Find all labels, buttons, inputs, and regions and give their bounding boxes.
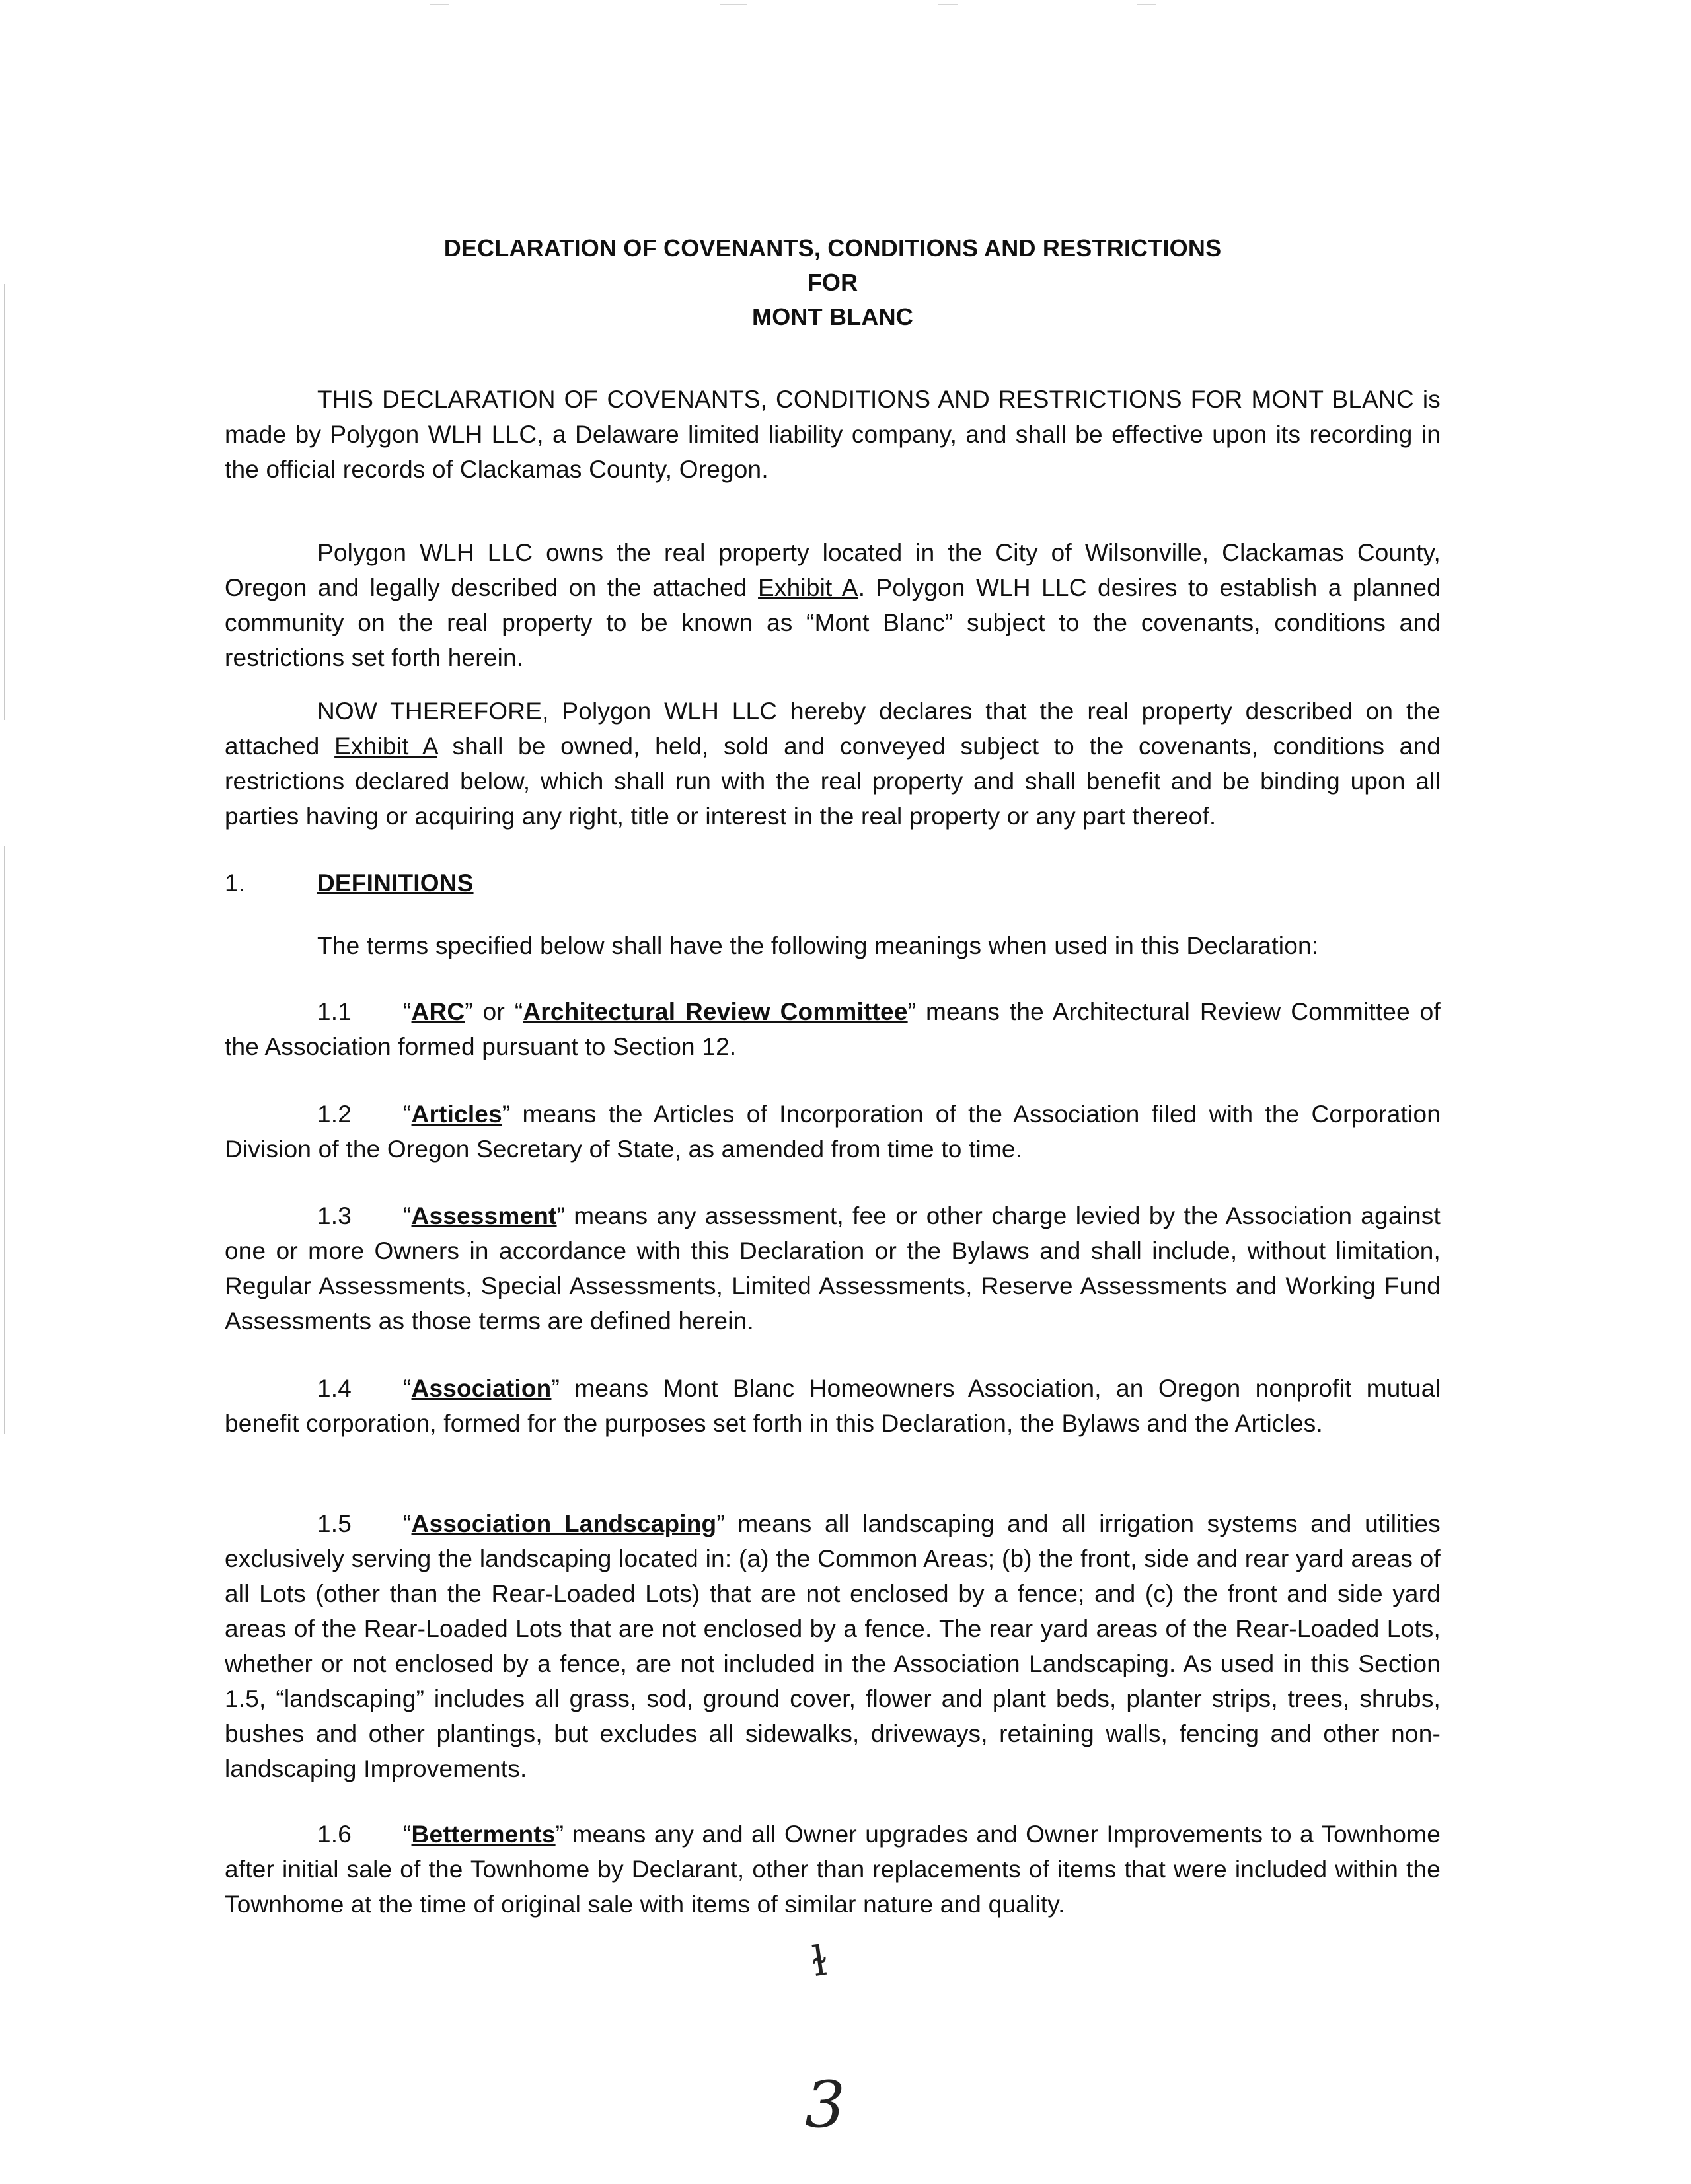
definition-number: 1.6 bbox=[317, 1821, 352, 1848]
definition-text: ” means any and all Owner upgrades and Owner Improvements to a Townhome after initial sale of the Townhome by Declarant, other than replacements of items that were included within the Townhome at the time of original sale with items of similar nature and quality. bbox=[225, 1821, 1441, 1918]
title-line-2: FOR bbox=[807, 269, 858, 296]
definitions-lead bbox=[225, 928, 1441, 963]
scan-top-mark bbox=[720, 4, 747, 5]
definition-text: ” means Mont Blanc Homeowners Association, an Oregon nonprofit mutual benefit corporation, formed for the purposes set forth in this Declaration, the Bylaws and the Articles. bbox=[225, 1375, 1441, 1437]
intro-text: NOW THEREFORE, Polygon WLH LLC hereby declares that the real property described on the attached bbox=[225, 698, 1441, 760]
defined-term: Association bbox=[411, 1375, 552, 1402]
section-title: DEFINITIONS bbox=[317, 869, 474, 896]
defined-term: Betterments bbox=[411, 1821, 556, 1848]
quote-mark: “ bbox=[403, 1375, 412, 1402]
definition-text: ” means any assessment, fee or other charge levied by the Association against one or more Owners in accordance with this Declaration or the Bylaws and shall include, without limitation, Regular Assessments, Special Assessments, Limited Assessments, Reserve Assessments and Working Fund Assessments as those terms are defined herein. bbox=[225, 1202, 1441, 1334]
definition-item bbox=[225, 1506, 1441, 1786]
section-heading bbox=[225, 865, 1441, 900]
quote-mark: “ bbox=[403, 1101, 412, 1128]
definition-number: 1.2 bbox=[317, 1101, 352, 1128]
definition-item bbox=[225, 1817, 1441, 1922]
definition-number: 1.3 bbox=[317, 1202, 352, 1229]
exhibit-reference: Exhibit A bbox=[758, 574, 858, 601]
intro-text: shall be owned, held, sold and conveyed subject to the covenants, conditions and restrictions declared below, which shall run with the real property and shall benefit and be binding upon all parties having or acquiring any right, title or interest in the real property or any part thereof. bbox=[225, 733, 1441, 830]
title-line-1: DECLARATION OF COVENANTS, CONDITIONS AND RESTRICTIONS bbox=[443, 235, 1222, 262]
exhibit-reference: Exhibit A bbox=[334, 733, 437, 760]
definition-text: ” means the Articles of Incorporation of the Association filed with the Corporation Division of the Oregon Secretary of State, as amended from time to time. bbox=[225, 1101, 1441, 1163]
definition-number: 1.5 bbox=[317, 1510, 352, 1537]
section-number: 1. bbox=[225, 869, 246, 896]
intro-paragraph-2 bbox=[225, 535, 1441, 675]
intro-text: THIS DECLARATION OF COVENANTS, CONDITIONS AND RESTRICTIONS FOR MONT BLANC is made by Polygon WLH LLC, a Delaware limited liability company, and shall be effective upon its recording in the official records of Clackamas County, Oregon. bbox=[225, 386, 1441, 483]
defined-term: Association Landscaping bbox=[411, 1510, 717, 1537]
quote-mark: “ bbox=[403, 1821, 412, 1848]
intro-text: Polygon WLH LLC owns the real property located in the City of Wilsonville, Clackamas County, Oregon and legally described on the attached bbox=[225, 539, 1441, 601]
quote-mark: “ bbox=[403, 1510, 412, 1537]
definition-text: ” means the Architectural Review Committee of the Association formed pursuant to Section 12. bbox=[225, 998, 1441, 1060]
scan-top-mark bbox=[1137, 4, 1156, 5]
defined-term: Articles bbox=[411, 1101, 502, 1128]
intro-paragraph-1 bbox=[225, 382, 1441, 487]
intro-paragraph-3 bbox=[225, 694, 1441, 834]
quote-mark: “ bbox=[403, 1202, 412, 1229]
scan-top-mark bbox=[430, 4, 449, 5]
definition-item bbox=[225, 1198, 1441, 1338]
definition-number: 1.4 bbox=[317, 1375, 352, 1402]
definition-text: ” means all landscaping and all irrigation systems and utilities exclusively serving the landscaping located in: (a) the Common Areas; (b) the front, side and rear yard areas of all Lots (other than the Rear-Loaded Lots) that are not enclosed by a fence; and (c) the front and side yard areas of the Rear-Loaded Lots that are not enclosed by a fence. The rear yard areas of the Rear-Loaded Lots, whether or not enclosed by a fence, are not included in the Association Landscaping. As used in this Section 1.5, “landscaping” includes all grass, sod, ground cover, flower and plant beds, planter strips, trees, shrubs, bushes and other plantings, but excludes all sidewalks, driveways, retaining walls, fencing and other non-landscaping Improvements. bbox=[225, 1510, 1441, 1782]
scan-edge-line bbox=[4, 846, 5, 1434]
defined-term: Assessment bbox=[411, 1202, 557, 1229]
intro-text: . Polygon WLH LLC desires to establish a planned community on the real property to be known as “Mont Blanc” subject to the covenants, conditions and restrictions set forth herein. bbox=[225, 574, 1441, 671]
definition-item bbox=[225, 1371, 1441, 1441]
definition-number: 1.1 bbox=[317, 998, 352, 1025]
definition-item bbox=[225, 994, 1441, 1064]
defined-term: Architectural Review Committee bbox=[523, 998, 908, 1025]
handwritten-page-number: 3 bbox=[805, 2068, 846, 2142]
quote-mark: ” or “ bbox=[465, 998, 523, 1025]
scan-top-mark bbox=[938, 4, 958, 5]
handwritten-initial-mark: ɫ bbox=[808, 1936, 831, 1986]
defined-term: ARC bbox=[411, 998, 465, 1025]
definition-item bbox=[225, 1097, 1441, 1167]
scan-edge-line bbox=[4, 284, 5, 720]
title-line-3: MONT BLANC bbox=[752, 303, 913, 330]
quote-mark: “ bbox=[403, 998, 412, 1025]
definitions-lead-text: The terms specified below shall have the following meanings when used in this Declaration: bbox=[317, 932, 1319, 959]
document-title bbox=[225, 231, 1441, 334]
